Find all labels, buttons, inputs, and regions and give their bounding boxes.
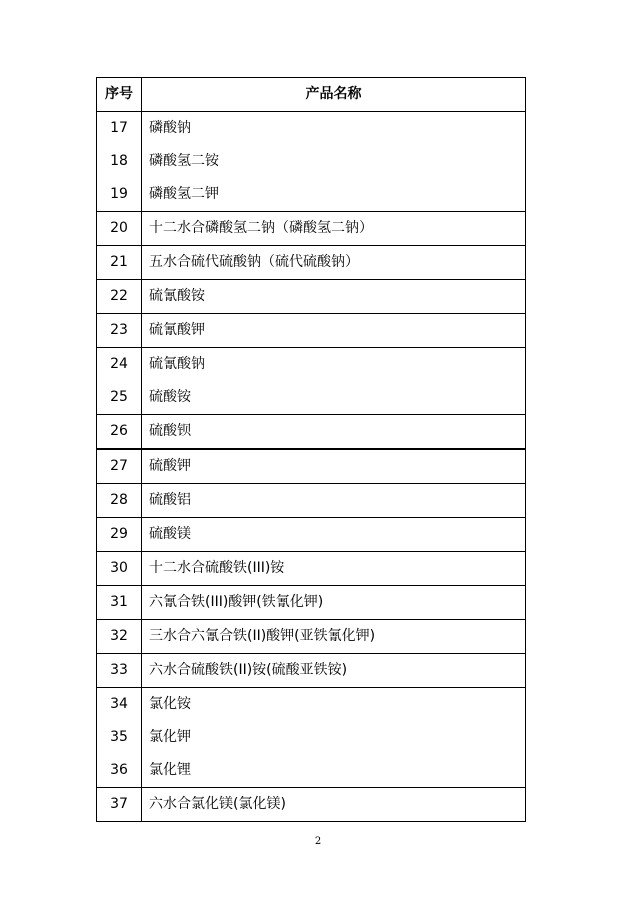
table-row	[97, 721, 526, 754]
row-product-name: 六氰合铁(III)酸钾(铁氰化钾)	[142, 586, 526, 620]
row-product-name: 硫酸钾	[142, 449, 526, 484]
row-number: 34	[97, 688, 142, 722]
row-product-name: 氯化锂	[142, 754, 526, 788]
table-row	[97, 754, 526, 788]
row-product-name: 六水合硫酸铁(II)铵(硫酸亚铁铵)	[142, 654, 526, 688]
table-row	[97, 381, 526, 415]
table-row	[97, 688, 526, 722]
row-product-name: 硫氰酸钠	[142, 348, 526, 382]
table-row	[97, 178, 526, 212]
row-product-name: 五水合硫代硫酸钠（硫代硫酸钠）	[142, 246, 526, 280]
row-product-name: 十二水合磷酸氢二钠（磷酸氢二钠）	[142, 212, 526, 246]
table-header-row	[97, 78, 526, 112]
header-product-name: 产品名称	[142, 78, 526, 112]
product-table	[96, 77, 526, 822]
row-product-name: 十二水合硫酸铁(III)铵	[142, 552, 526, 586]
row-number: 24	[97, 348, 142, 382]
row-number: 29	[97, 518, 142, 552]
row-number: 27	[97, 449, 142, 484]
row-product-name: 三水合六氰合铁(II)酸钾(亚铁氰化钾)	[142, 620, 526, 654]
header-number: 序号	[97, 78, 142, 112]
table-row	[97, 449, 526, 484]
row-number: 21	[97, 246, 142, 280]
row-number: 26	[97, 415, 142, 450]
row-product-name: 硫氰酸铵	[142, 280, 526, 314]
table-row	[97, 484, 526, 518]
table-row	[97, 348, 526, 382]
table-row	[97, 415, 526, 450]
row-product-name: 磷酸氢二钾	[142, 178, 526, 212]
row-product-name: 硫酸镁	[142, 518, 526, 552]
row-product-name: 氯化铵	[142, 688, 526, 722]
table-row	[97, 552, 526, 586]
table-row	[97, 112, 526, 146]
row-number: 19	[97, 178, 142, 212]
table-row	[97, 145, 526, 178]
row-number: 36	[97, 754, 142, 788]
row-product-name: 磷酸氢二铵	[142, 145, 526, 178]
row-number: 25	[97, 381, 142, 415]
row-number: 22	[97, 280, 142, 314]
row-number: 31	[97, 586, 142, 620]
row-number: 30	[97, 552, 142, 586]
row-product-name: 硫酸钡	[142, 415, 526, 450]
table-row	[97, 586, 526, 620]
row-product-name: 六水合氯化镁(氯化镁)	[142, 788, 526, 822]
row-product-name: 磷酸钠	[142, 112, 526, 146]
row-number: 35	[97, 721, 142, 754]
table-row	[97, 280, 526, 314]
table-row	[97, 788, 526, 822]
table-row	[97, 314, 526, 348]
page-number: 2	[314, 836, 322, 847]
table-row	[97, 518, 526, 552]
row-product-name: 硫酸铝	[142, 484, 526, 518]
row-number: 17	[97, 112, 142, 146]
row-number: 20	[97, 212, 142, 246]
row-product-name: 氯化钾	[142, 721, 526, 754]
row-product-name: 硫氰酸钾	[142, 314, 526, 348]
table-row	[97, 620, 526, 654]
row-number: 18	[97, 145, 142, 178]
row-number: 23	[97, 314, 142, 348]
table-row	[97, 212, 526, 246]
row-number: 28	[97, 484, 142, 518]
row-number: 32	[97, 620, 142, 654]
row-number: 37	[97, 788, 142, 822]
table-row	[97, 246, 526, 280]
row-product-name: 硫酸铵	[142, 381, 526, 415]
table-row	[97, 654, 526, 688]
row-number: 33	[97, 654, 142, 688]
